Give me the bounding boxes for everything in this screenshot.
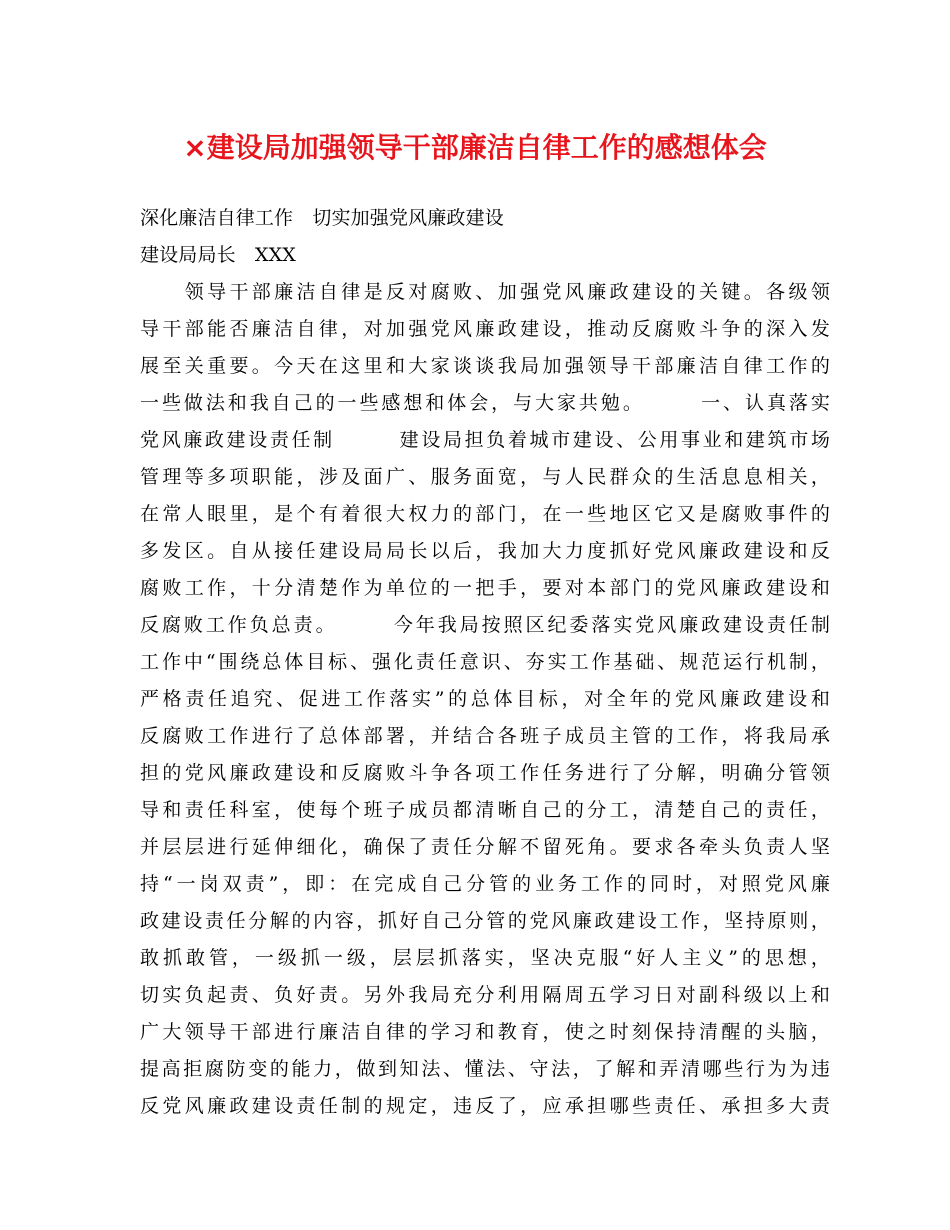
body-line: 导干部能否廉洁自律，对加强党风廉政建设，推动反腐败斗争的深入发 xyxy=(140,318,830,340)
body-line: 并层层进行延伸细化，确保了责任分解不留死角。要求各牵头负责人坚 xyxy=(140,836,830,858)
body-line: 严格责任追究、促进工作落实”的总体目标，对全年的党风廉政建设和 xyxy=(140,688,830,710)
body-line: 党风廉政建设责任制 建设局担负着城市建设、公用事业和建筑市场 xyxy=(140,429,830,451)
body-line: 反党风廉政建设责任制的规定，违反了，应承担哪些责任、承担多大责 xyxy=(140,1095,830,1117)
body-line: 持“一岗双责”，即：在完成自己分管的业务工作的同时，对照党风廉 xyxy=(140,873,830,895)
body-line: 广大领导干部进行廉洁自律的学习和教育，使之时刻保持清醒的头脑， xyxy=(140,1021,830,1043)
body-line: 多发区。自从接任建设局局长以后，我加大力度抓好党风廉政建设和反 xyxy=(140,540,830,562)
body-line: 提高拒腐防变的能力，做到知法、懂法、守法，了解和弄清哪些行为为违 xyxy=(140,1058,830,1080)
document-subtitle: 深化廉洁自律工作 切实加强党风廉政建设 xyxy=(140,207,504,229)
document-title: ×建设局加强领导干部廉洁自律工作的感想体会 xyxy=(183,131,767,164)
document-author: 建设局局长 XXX xyxy=(140,244,296,266)
body-line: 腐败工作，十分清楚作为单位的一把手，要对本部门的党风廉政建设和 xyxy=(140,577,830,599)
body-line: 切实负起责、负好责。另外我局充分利用隔周五学习日对副科级以上和 xyxy=(140,984,830,1006)
body-line: 反腐败工作负总责。 今年我局按照区纪委落实党风廉政建设责任制 xyxy=(140,614,830,636)
body-line: 一些做法和我自己的一些感想和体会，与大家共勉。 一、认真落实 xyxy=(140,392,830,414)
body-line: 管理等多项职能，涉及面广、服务面宽，与人民群众的生活息息相关， xyxy=(140,466,830,488)
body-line: 在常人眼里，是个有着很大权力的部门，在一些地区它又是腐败事件的 xyxy=(140,503,830,525)
body-line: 工作中“围绕总体目标、强化责任意识、夯实工作基础、规范运行机制， xyxy=(140,651,830,673)
body-line: 领导干部廉洁自律是反对腐败、加强党风廉政建设的关键。各级领 xyxy=(140,281,830,303)
body-line: 担的党风廉政建设和反腐败斗争各项工作任务进行了分解，明确分管领 xyxy=(140,762,830,784)
body-line: 展至关重要。今天在这里和大家谈谈我局加强领导干部廉洁自律工作的 xyxy=(140,355,830,377)
body-line: 政建设责任分解的内容，抓好自己分管的党风廉政建设工作，坚持原则， xyxy=(140,910,830,932)
body-line: 导和责任科室，使每个班子成员都清晰自己的分工，清楚自己的责任， xyxy=(140,799,830,821)
body-line: 反腐败工作进行了总体部署，并结合各班子成员主管的工作，将我局承 xyxy=(140,725,830,747)
body-line: 敢抓敢管，一级抓一级，层层抓落实，坚决克服“好人主义”的思想， xyxy=(140,947,830,969)
